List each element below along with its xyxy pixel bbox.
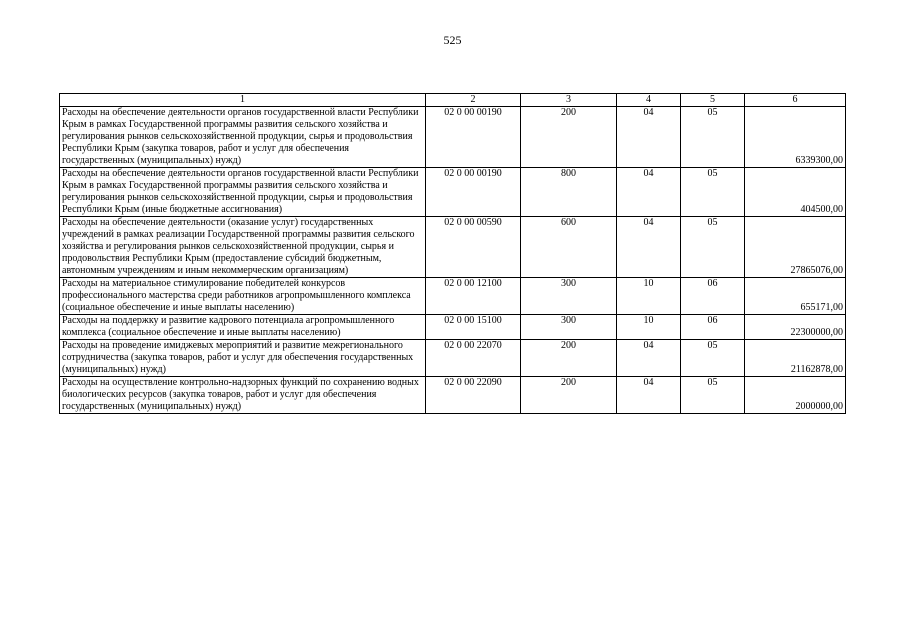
- subsection: 05: [681, 217, 745, 278]
- table-row: [60, 168, 846, 217]
- target-code: 02 0 00 00190: [426, 107, 521, 168]
- expense-name: Расходы на обеспечение деятельности органов государственной власти Республики Крым в рамках Государственной программы развития сельского хозяйства и регулирования рынков сельскохозяйственной продукции, сырья и продовольствия Республики Крым (закупка товаров, работ и услуг для обеспечения государственных (муниципальных) нужд): [60, 107, 426, 168]
- budget-table: [59, 93, 846, 414]
- amount: 404500,00: [745, 168, 846, 217]
- table-row: [60, 315, 846, 340]
- expense-type: 300: [521, 278, 617, 315]
- expense-type: 200: [521, 377, 617, 414]
- header-cell: 6: [745, 94, 846, 107]
- expense-type: 300: [521, 315, 617, 340]
- expense-name: Расходы на поддержку и развитие кадрового потенциала агропромышленного комплекса (социальное обеспечение и иные выплаты населению): [60, 315, 426, 340]
- expense-name: Расходы на проведение имиджевых мероприятий и развитие межрегионального сотрудничества (закупка товаров, работ и услуг для обеспечения государственных (муниципальных) нужд): [60, 340, 426, 377]
- table-row: [60, 340, 846, 377]
- expense-name: Расходы на обеспечение деятельности (оказание услуг) государственных учреждений в рамках реализации Государственной программы развития сельского хозяйства и регулирования рынков сельскохозяйственной продукции, сырья и продовольствия Республики Крым (предоставление субсидий бюджетным, автономным учреждениям и иным некоммерческим организациям): [60, 217, 426, 278]
- section: 04: [617, 168, 681, 217]
- subsection: 05: [681, 377, 745, 414]
- header-row: [60, 94, 846, 107]
- expense-name: Расходы на обеспечение деятельности органов государственной власти Республики Крым в рамках Государственной программы развития сельского хозяйства и регулирования рынков сельскохозяйственной продукции, сырья и продовольствия Республики Крым (иные бюджетные ассигнования): [60, 168, 426, 217]
- section: 10: [617, 315, 681, 340]
- amount: 2000000,00: [745, 377, 846, 414]
- target-code: 02 0 00 15100: [426, 315, 521, 340]
- table-row: [60, 217, 846, 278]
- target-code: 02 0 00 22070: [426, 340, 521, 377]
- expense-name: Расходы на материальное стимулирование победителей конкурсов профессионального мастерства среди работников агропромышленного комплекса (социальное обеспечение и иные выплаты населению): [60, 278, 426, 315]
- section: 04: [617, 107, 681, 168]
- target-code: 02 0 00 00190: [426, 168, 521, 217]
- section: 04: [617, 217, 681, 278]
- table-row: [60, 107, 846, 168]
- amount: 6339300,00: [745, 107, 846, 168]
- expense-type: 200: [521, 340, 617, 377]
- header-cell: 3: [521, 94, 617, 107]
- header-cell: 2: [426, 94, 521, 107]
- target-code: 02 0 00 12100: [426, 278, 521, 315]
- subsection: 05: [681, 340, 745, 377]
- section: 04: [617, 377, 681, 414]
- page-number: 525: [443, 33, 462, 47]
- amount: 27865076,00: [745, 217, 846, 278]
- table-row: [60, 377, 846, 414]
- expense-type: 200: [521, 107, 617, 168]
- target-code: 02 0 00 22090: [426, 377, 521, 414]
- subsection: 06: [681, 278, 745, 315]
- section: 04: [617, 340, 681, 377]
- header-cell: 5: [681, 94, 745, 107]
- amount: 22300000,00: [745, 315, 846, 340]
- amount: 655171,00: [745, 278, 846, 315]
- subsection: 06: [681, 315, 745, 340]
- header-cell: 1: [60, 94, 426, 107]
- amount: 21162878,00: [745, 340, 846, 377]
- expense-type: 600: [521, 217, 617, 278]
- expense-type: 800: [521, 168, 617, 217]
- header-cell: 4: [617, 94, 681, 107]
- target-code: 02 0 00 00590: [426, 217, 521, 278]
- section: 10: [617, 278, 681, 315]
- subsection: 05: [681, 168, 745, 217]
- expense-name: Расходы на осуществление контрольно-надзорных функций по сохранению водных биологических ресурсов (закупка товаров, работ и услуг для обеспечения государственных (муниципальных) нужд): [60, 377, 426, 414]
- table-row: [60, 278, 846, 315]
- subsection: 05: [681, 107, 745, 168]
